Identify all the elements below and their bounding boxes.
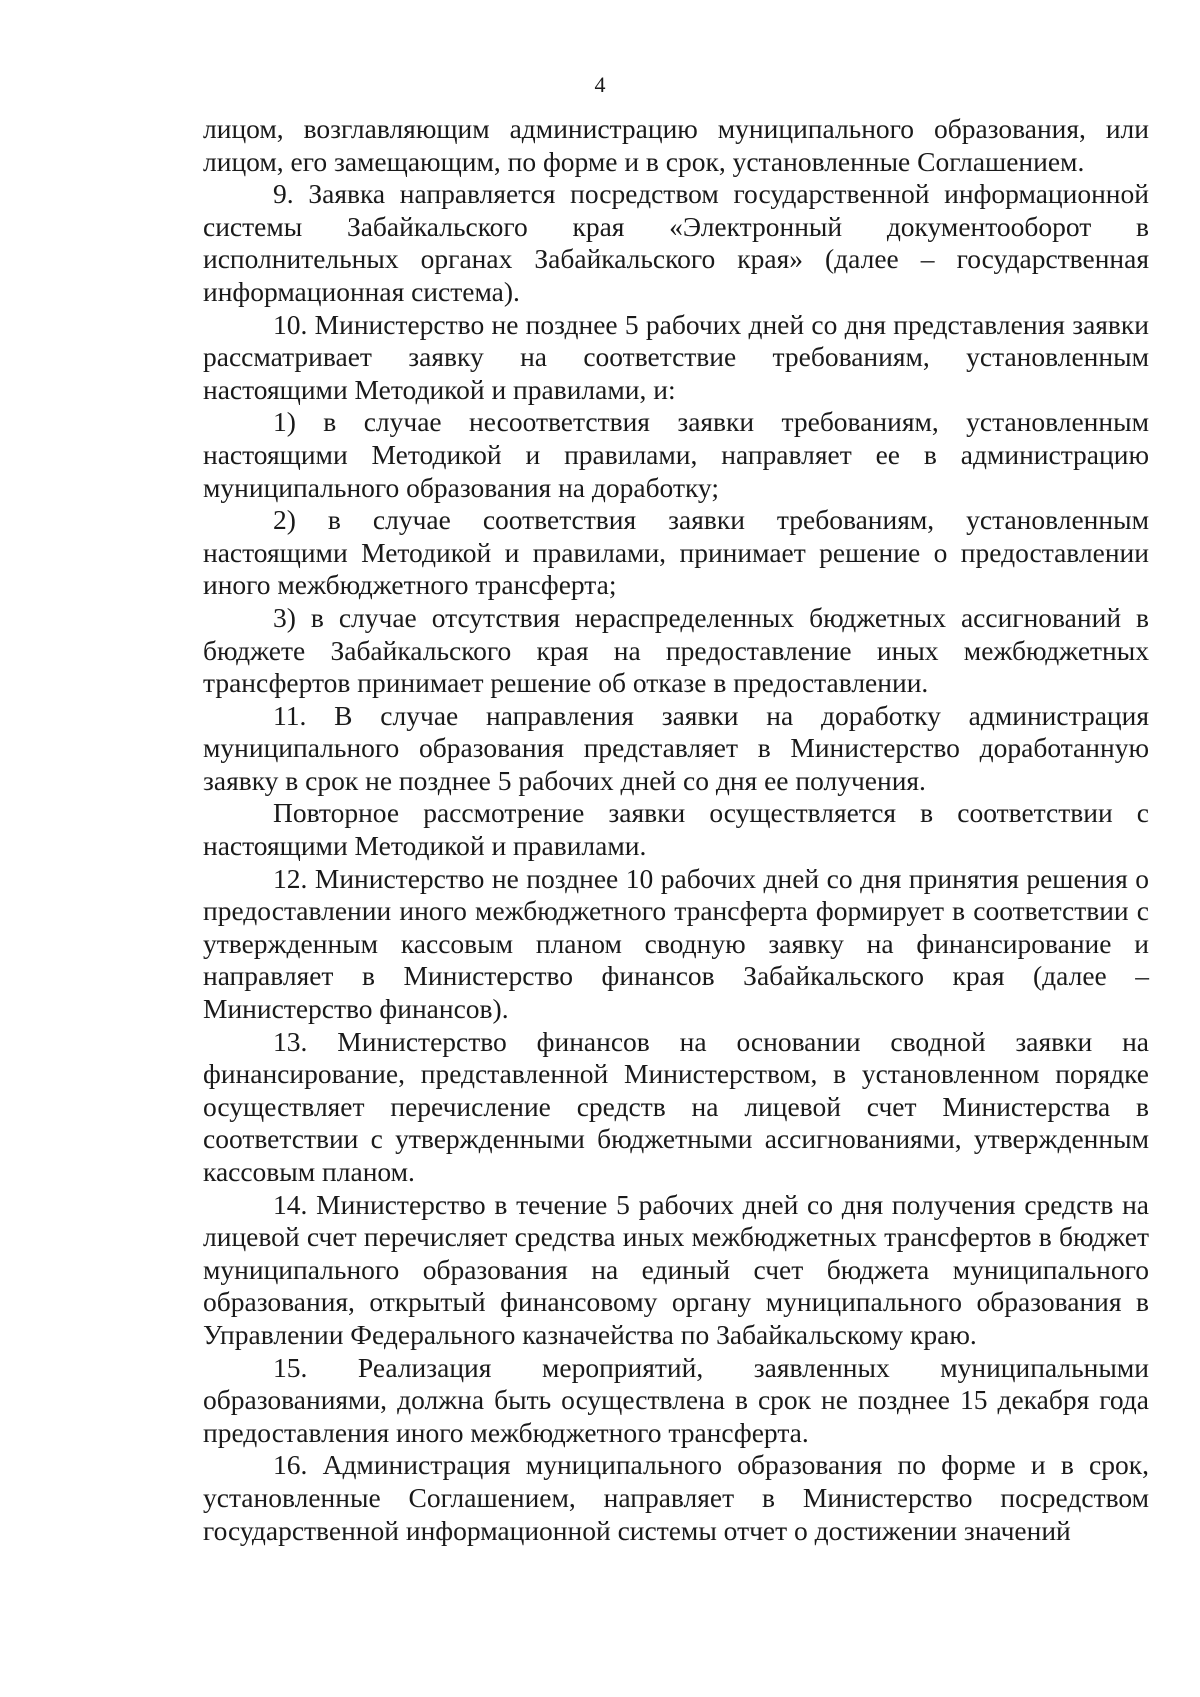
paragraph-item-15: 15. Реализация мероприятий, заявленных муниципальными образованиями, должна быть осуществлена в срок не позднее 15 декабря года предоставления иного межбюджетного трансферта. [203, 1351, 1149, 1448]
paragraph-continuation: лицом, возглавляющим администрацию муниципального образования, или лицом, его замещающим, по форме и в срок, установленные Соглашением. [203, 113, 1149, 177]
paragraph-subitem-3: 3) в случае отсутствия нераспределенных бюджетных ассигнований в бюджете Забайкальского края на предоставление иных межбюджетных трансфертов принимает решение об отказе в предоставлении. [203, 601, 1149, 699]
paragraph-item-10: 10. Министерство не позднее 5 рабочих дней со дня представления заявки рассматривает заявку на соответствие требованиям, установленным настоящими Методикой и правилами, и: [203, 308, 1149, 405]
page-number: 4 [594, 72, 606, 97]
document-body [203, 113, 1149, 1547]
paragraph-item-14: 14. Министерство в течение 5 рабочих дней со дня получения средств на лицевой счет перечисляет средства иных межбюджетных трансфертов в бюджет муниципального образования на единый счет бюджета муниципального образования, открытый финансовому органу муниципального образования в Управлении Федерального казначейства по Забайкальскому краю. [203, 1188, 1149, 1350]
paragraph-repeat-review: Повторное рассмотрение заявки осуществляется в соответствии с настоящими Методикой и правилами. [203, 797, 1149, 862]
paragraph-item-11: 11. В случае направления заявки на доработку администрация муниципального образования представляет в Министерство доработанную заявку в срок не позднее 5 рабочих дней со дня ее получения. [203, 699, 1149, 796]
paragraph-item-16: 16. Администрация муниципального образования по форме и в срок, установленные Соглашением, направляет в Министерство посредством государственной информационной системы отчет о достижении значений [203, 1449, 1149, 1546]
paragraph-item-12: 12. Министерство не позднее 10 рабочих дней со дня принятия решения о предоставлении иного межбюджетного трансферта формирует в соответствии с утвержденным кассовым планом сводную заявку на финансирование и направляет в Министерство финансов Забайкальского края (далее – Министерство финансов). [203, 862, 1149, 1025]
paragraph-item-13: 13. Министерство финансов на основании сводной заявки на финансирование, представленной Министерством, в установленном порядке осуществляет перечисление средств на лицевой счет Министерства в соответствии с утвержденными бюджетными ассигнованиями, утвержденным кассовым планом. [203, 1025, 1149, 1187]
paragraph-item-9: 9. Заявка направляется посредством государственной информационной системы Забайкальского края «Электронный документооборот в исполнительных органах Забайкальского края» (далее – государственная информационная система). [203, 178, 1149, 307]
paragraph-subitem-1: 1) в случае несоответствия заявки требованиям, установленным настоящими Методикой и правилами, направляет ее в администрацию муниципального образования на доработку; [203, 406, 1149, 503]
paragraph-subitem-2: 2) в случае соответствия заявки требованиям, установленным настоящими Методикой и правилами, принимает решение о предоставлении иного межбюджетного трансферта; [203, 504, 1149, 601]
